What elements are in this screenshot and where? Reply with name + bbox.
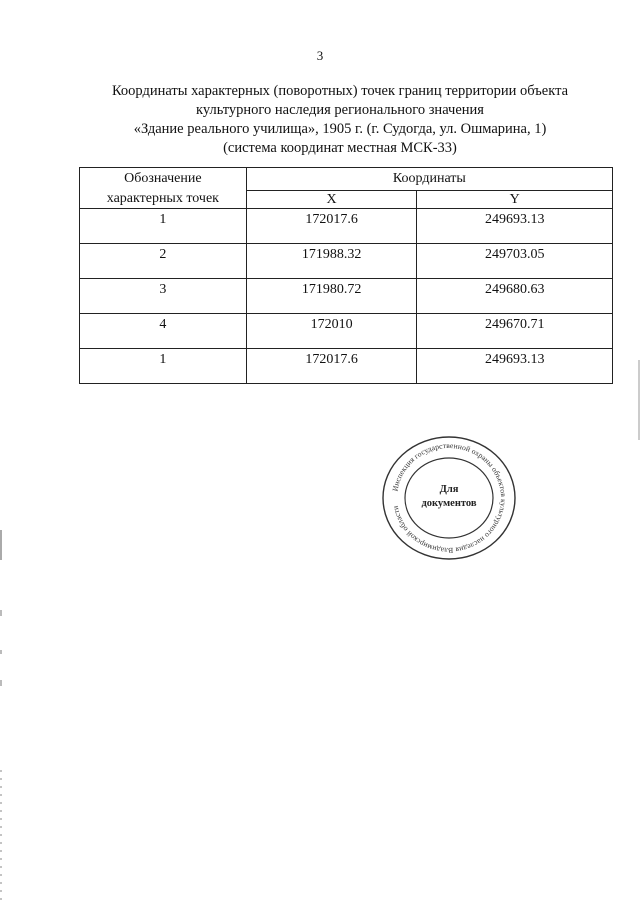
table-header-row [80, 168, 613, 191]
cell-point: 4 [80, 314, 247, 349]
title-line-3: «Здание реального училища», 1905 г. (г. Судогда, ул. Ошмарина, 1) [133, 121, 547, 137]
official-stamp [381, 435, 517, 561]
cell-x: 172010 [246, 314, 417, 349]
table-row [80, 349, 613, 384]
document-title [60, 82, 620, 158]
table-row [80, 209, 613, 244]
cell-x: 171988.32 [246, 244, 417, 279]
header-point-designation-cont: характерных точек [80, 191, 247, 209]
header-x: X [246, 191, 417, 209]
header-coordinates: Координаты [246, 168, 612, 191]
header-point-designation: Обозначение [80, 168, 247, 191]
table-row [80, 279, 613, 314]
table-subheader-row [80, 191, 613, 209]
cell-y: 249693.13 [417, 209, 613, 244]
cell-y: 249693.13 [417, 349, 613, 384]
cell-x: 172017.6 [246, 209, 417, 244]
table-row [80, 314, 613, 349]
cell-y: 249680.63 [417, 279, 613, 314]
cell-y: 249703.05 [417, 244, 613, 279]
table-row [80, 244, 613, 279]
left-margin-scan-marks [0, 530, 4, 902]
stamp-ring-text: Инспекция государственной охраны объектов культурного наследия Владимирской области [390, 440, 509, 556]
cell-point: 2 [80, 244, 247, 279]
title-line-2: культурного наследия регионального значения [196, 102, 484, 118]
cell-y: 249670.71 [417, 314, 613, 349]
cell-point: 1 [80, 209, 247, 244]
title-line-1: Координаты характерных (поворотных) точек границ территории объекта [111, 83, 569, 99]
coordinates-table [79, 167, 613, 384]
cell-point: 3 [80, 279, 247, 314]
stamp-center-line-1: Для [439, 484, 459, 495]
title-line-4: (система координат местная МСК-33) [223, 140, 457, 156]
stamp-center-line-2: документов [421, 498, 477, 509]
cell-point: 1 [80, 349, 247, 384]
header-y: Y [417, 191, 613, 209]
cell-x: 172017.6 [246, 349, 417, 384]
page-number: 3 [316, 48, 324, 63]
cell-x: 171980.72 [246, 279, 417, 314]
